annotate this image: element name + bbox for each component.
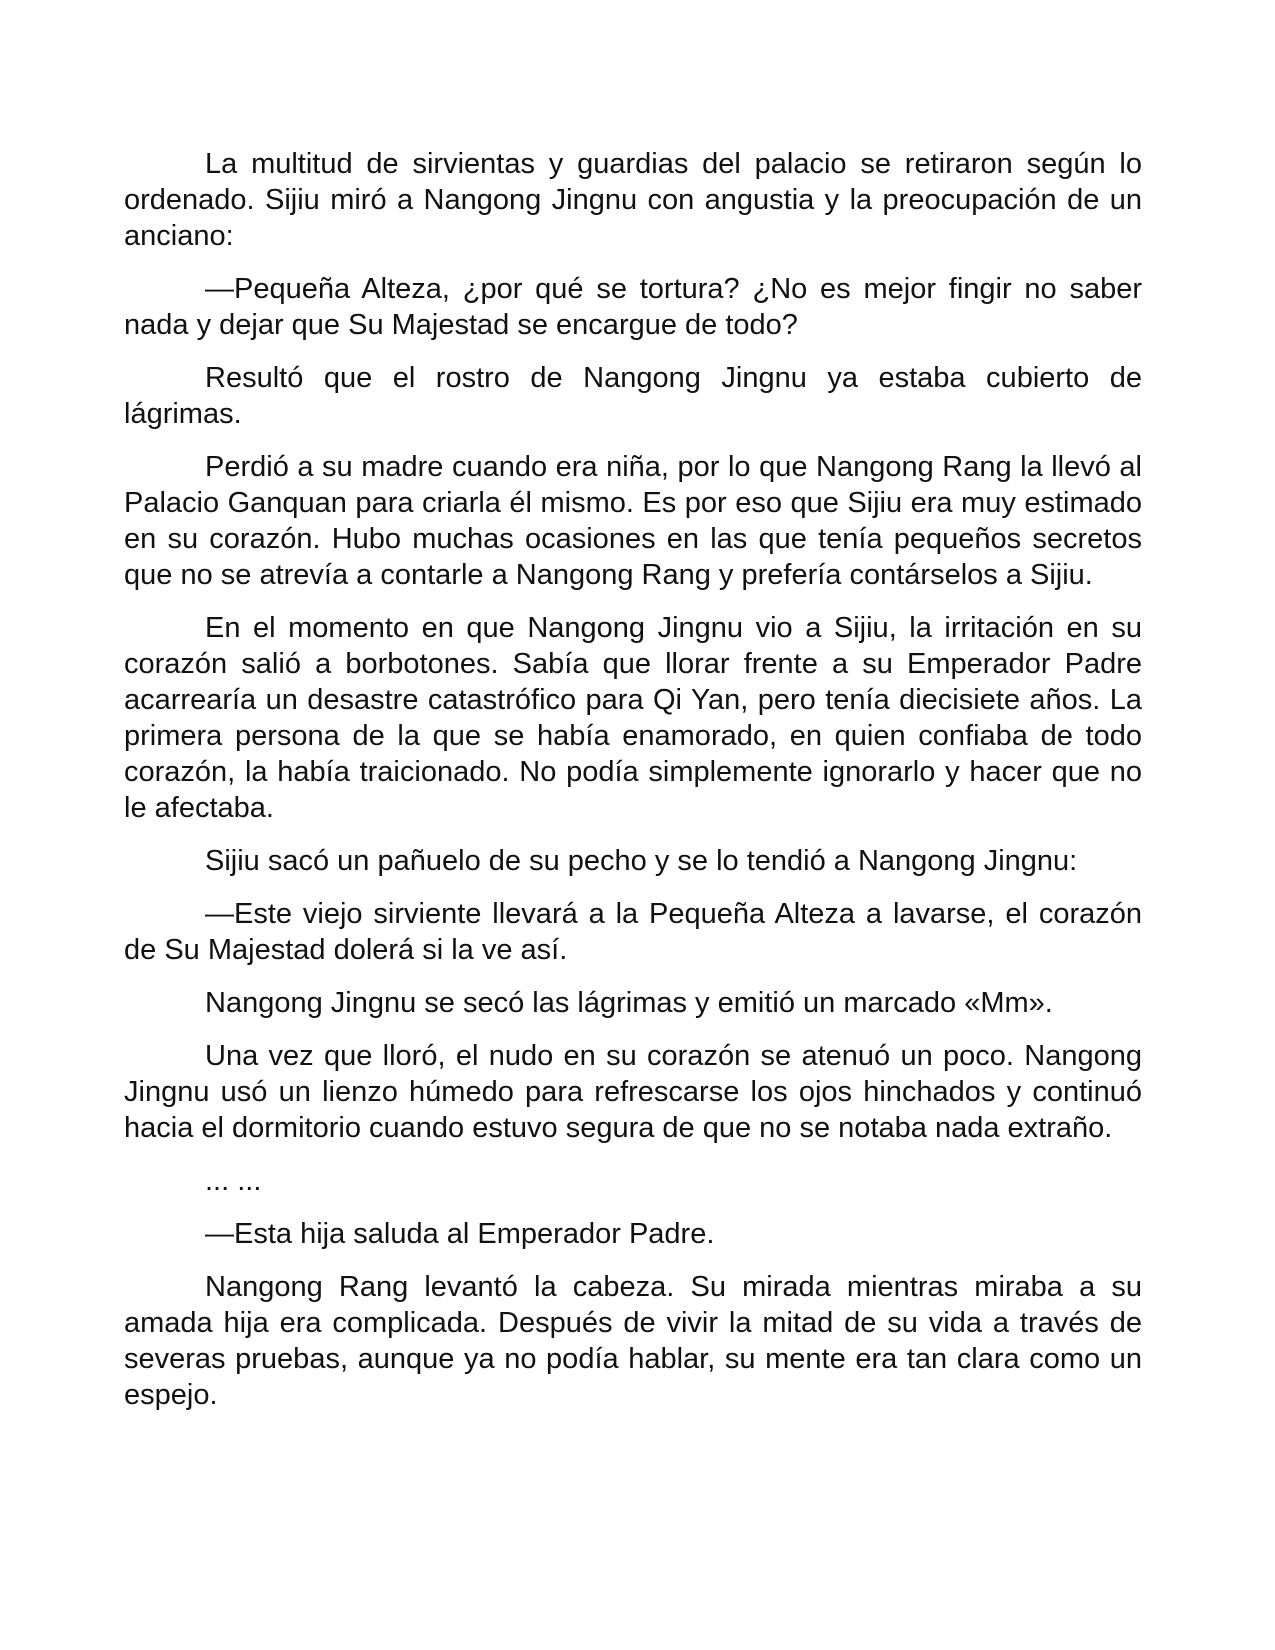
paragraph-5: En el momento en que Nangong Jingnu vio a Sijiu, la irritación en su corazón salió a borbotones. Sabía que llorar frente a su Emperador Padre acarrearía un desastre catastrófico para Qi Yan, pero tenía diecisiete años. La primera persona de la que se había enamorado, en quien confiaba de todo corazón, la había traicionado. No podía simplemente ignorarlo y hacer que no le afectaba.	[124, 612, 1142, 824]
paragraph-9: Una vez que lloró, el nudo en su corazón se atenuó un poco. Nangong Jingnu usó un lienzo húmedo para refrescarse los ojos hinchados y continuó hacia el dormitorio cuando estuvo segura de que no se notaba nada extraño.	[124, 1040, 1142, 1144]
paragraph-8: Nangong Jingnu se secó las lágrimas y emitió un marcado «Mm».	[205, 987, 1053, 1019]
scene-break: ... ...	[205, 1165, 262, 1197]
paragraph-1: La multitud de sirvientas y guardias del palacio se retiraron según lo ordenado. Sijiu miró a Nangong Jingnu con angustia y la preocupación de un anciano:	[124, 148, 1142, 252]
paragraph-6: Sijiu sacó un pañuelo de su pecho y se lo tendió a Nangong Jingnu:	[205, 845, 1078, 877]
document-body	[124, 146, 1142, 1430]
paragraph-4: Perdió a su madre cuando era niña, por lo que Nangong Rang la llevó al Palacio Ganquan para criarla él mismo. Es por eso que Sijiu era muy estimado en su corazón. Hubo muchas ocasiones en las que tenía pequeños secretos que no se atrevía a contarle a Nangong Rang y prefería contárselos a Sijiu.	[124, 451, 1142, 591]
paragraph-7: —Este viejo sirviente llevará a la Pequeña Alteza a lavarse, el corazón de Su Majestad dolerá si la ve así.	[124, 898, 1142, 966]
paragraph-3: Resultó que el rostro de Nangong Jingnu ya estaba cubierto de lágrimas.	[124, 362, 1142, 430]
paragraph-10: —Esta hija saluda al Emperador Padre.	[205, 1218, 715, 1250]
paragraph-11: Nangong Rang levantó la cabeza. Su mirada mientras miraba a su amada hija era complicada. Después de vivir la mitad de su vida a través de severas pruebas, aunque ya no podía hablar, su mente era tan clara como un espejo.	[124, 1271, 1142, 1411]
paragraph-2: —Pequeña Alteza, ¿por qué se tortura? ¿No es mejor fingir no saber nada y dejar que Su Majestad se encargue de todo?	[124, 273, 1142, 341]
